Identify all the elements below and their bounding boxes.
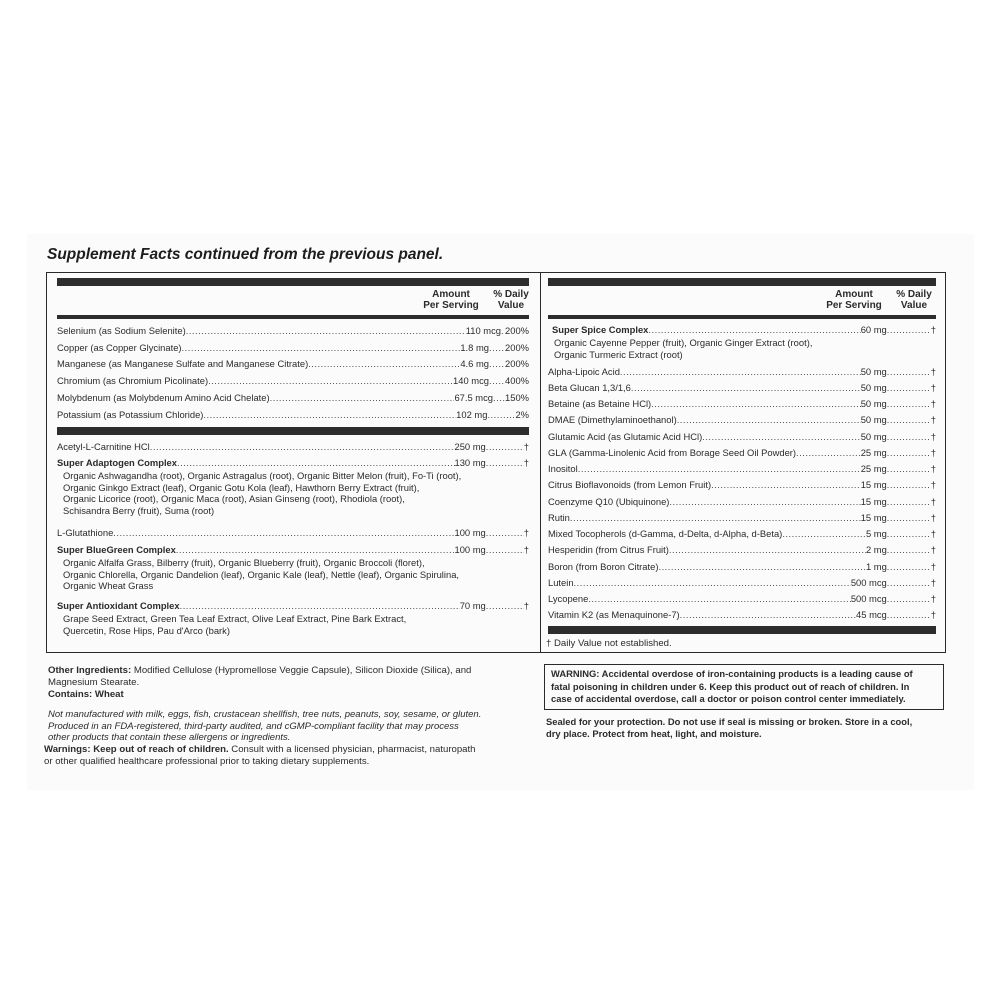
nutrient-dv: † <box>523 544 529 555</box>
nutrient-amount: 4.6 mg <box>460 358 490 369</box>
nutrient-dv: † <box>930 593 936 604</box>
nutrient-dv: † <box>930 463 936 474</box>
contains-allergen: Contains: Wheat <box>48 689 124 700</box>
nutrient-dv: † <box>930 512 936 523</box>
nutrient-dv: † <box>930 496 936 507</box>
nutrient-amount: 60 mg <box>860 324 887 335</box>
list-item <box>548 414 936 426</box>
nutrient-name: Mixed Tocopherols (d-Gamma, d-Delta, d-Alpha, d-Beta) <box>548 528 783 539</box>
nutrient-name: Acetyl-L-Carnitine HCl <box>57 441 150 452</box>
list-item <box>57 342 529 354</box>
nutrient-dv: † <box>930 528 936 539</box>
list-item <box>57 441 529 453</box>
nutrient-amount: 67.5 mcg <box>454 392 494 403</box>
nutrient-name: Inositol <box>548 463 578 474</box>
nutrient-dv: † <box>930 479 936 490</box>
header-dv-line2: Value <box>900 300 928 311</box>
nutrient-amount: 100 mg <box>454 527 486 538</box>
nutrient-name: DMAE (Dimethylaminoethanol) <box>548 414 677 425</box>
sub-line: Organic Wheat Grass <box>63 580 154 591</box>
storage-line: dry place. Protect from heat, light, and moisture. <box>546 728 762 739</box>
nutrient-name: Super Spice Complex <box>552 324 649 335</box>
nutrient-name: L-Glutathione <box>57 527 114 538</box>
list-item <box>548 593 936 605</box>
list-item <box>57 544 529 556</box>
warnings-text: Consult with a licensed physician, pharmacist, naturopath <box>231 744 476 755</box>
nutrient-dv: † <box>930 366 936 377</box>
nutrient-name: Lycopene <box>548 593 589 604</box>
nutrient-amount: 50 mg <box>860 431 887 442</box>
nutrient-dv: † <box>523 457 529 468</box>
nutrient-amount: 15 mg <box>860 479 887 490</box>
left-dv-header <box>488 289 534 311</box>
sub-line: Organic Turmeric Extract (root) <box>554 348 683 360</box>
panel-title: Supplement Facts continued from the previous panel. <box>47 246 444 263</box>
list-item <box>57 375 529 387</box>
nutrient-amount: 25 mg <box>860 447 887 458</box>
sub-line: Organic Cayenne Pepper (fruit), Organic Ginger Extract (root), <box>554 337 813 348</box>
complex-ingredients <box>63 613 406 636</box>
list-item <box>552 324 936 336</box>
nutrient-name: Citrus Bioflavonoids (from Lemon Fruit) <box>548 479 712 490</box>
list-item <box>57 457 529 469</box>
list-item <box>548 447 936 459</box>
list-item <box>57 600 529 612</box>
sub-line: Organic Ashwagandha (root), Organic Astragalus (root), Organic Bitter Melon (fruit), Fo-Ti (root), <box>63 470 462 481</box>
nutrient-amount: 110 mcg <box>465 325 502 336</box>
nutrient-name: Alpha-Lipoic Acid <box>548 366 620 377</box>
sub-line: Organic Ginkgo Extract (leaf), Organic Gotu Kola (leaf), Hawthorn Berry Extract (fruit), <box>63 481 420 493</box>
nutrient-name: Glutamic Acid (as Glutamic Acid HCl) <box>548 431 703 442</box>
list-item <box>548 431 936 443</box>
nutrient-amount: 102 mg <box>456 409 488 420</box>
complex-ingredients <box>63 470 461 516</box>
nutrient-amount: 50 mg <box>860 366 887 377</box>
iron-warning-box <box>544 664 944 710</box>
list-item <box>57 358 529 370</box>
nutrient-name: Manganese (as Manganese Sulfate and Manganese Citrate) <box>57 358 309 369</box>
nutrient-dv: 400% <box>505 375 529 386</box>
nutrient-amount: 50 mg <box>860 398 887 409</box>
sub-line: Grape Seed Extract, Green Tea Leaf Extract, Olive Leaf Extract, Pine Bark Extract, <box>63 613 407 624</box>
nutrient-amount: 1 mg <box>865 561 887 572</box>
iron-warning-line: fatal poisoning in children under 6. Keep this product out of reach of children. In <box>551 680 910 692</box>
nutrient-dv: † <box>930 447 936 458</box>
nutrient-amount: 500 mcg <box>850 593 887 604</box>
nutrient-dv: † <box>930 324 936 335</box>
list-item <box>57 527 529 539</box>
nutrient-amount: 2 mg <box>865 544 887 555</box>
header-amount-line1: Amount <box>835 289 873 300</box>
nutrient-dv: 200% <box>505 325 529 336</box>
column-divider <box>540 272 541 653</box>
nutrient-name: Coenzyme Q10 (Ubiquinone) <box>548 496 670 507</box>
sub-line: Organic Chlorella, Organic Dandelion (leaf), Organic Kale (leaf), Nettle (leaf), Organic Spirulina, <box>63 568 460 580</box>
header-amount-line2: Per Serving <box>423 300 479 311</box>
nutrient-dv: † <box>930 382 936 393</box>
list-item <box>548 496 936 508</box>
right-header-rule <box>548 315 936 319</box>
nutrient-amount: 25 mg <box>860 463 887 474</box>
header-dv-line2: Value <box>497 300 525 311</box>
nutrient-dv: 200% <box>505 342 529 353</box>
storage-line: Sealed for your protection. Do not use if seal is missing or broken. Store in a cool, <box>546 716 913 727</box>
left-header-rule <box>57 315 529 319</box>
nutrient-dv: † <box>930 398 936 409</box>
nutrient-amount: 100 mg <box>454 544 486 555</box>
nutrient-amount: 50 mg <box>860 414 887 425</box>
list-item <box>548 544 936 556</box>
nutrient-name: Hesperidin (from Citrus Fruit) <box>548 544 669 555</box>
allergen-statement <box>48 709 538 744</box>
nutrient-dv: † <box>930 544 936 555</box>
nutrient-amount: 140 mcg <box>453 375 490 386</box>
warnings-text: or other qualified healthcare professional prior to taking dietary supplements. <box>44 756 370 767</box>
nutrient-dv: † <box>930 609 936 620</box>
nutrient-dv: † <box>523 441 529 452</box>
nutrient-dv: † <box>523 600 529 611</box>
nutrient-name: Betaine (as Betaine HCl) <box>548 398 652 409</box>
sub-line: Schisandra Berry (fruit), Suma (root) <box>63 504 215 516</box>
header-dv-line1: % Daily <box>493 289 529 300</box>
nutrient-amount: 500 mcg <box>850 577 887 588</box>
complex-ingredients <box>554 337 812 360</box>
allergen-line: Produced in an FDA-registered, third-party audited, and cGMP-compliant facility that may process <box>48 720 459 732</box>
complex-ingredients <box>63 557 459 592</box>
sub-line: Organic Licorice (root), Organic Maca (root), Asian Ginseng (root), Rhodiola (root), <box>63 493 405 504</box>
allergen-line: Not manufactured with milk, eggs, fish, crustacean shellfish, tree nuts, peanuts, soy, sesame, or gluten. <box>48 709 482 720</box>
nutrient-dv: 200% <box>505 358 529 369</box>
header-amount-line1: Amount <box>432 289 470 300</box>
nutrient-amount: 15 mg <box>860 496 887 507</box>
nutrient-name: GLA (Gamma-Linolenic Acid from Borage Seed Oil Powder) <box>548 447 797 458</box>
list-item <box>548 561 936 573</box>
right-amount-header <box>820 289 888 311</box>
nutrient-amount: 1.8 mg <box>460 342 490 353</box>
nutrient-name: Boron (from Boron Citrate) <box>548 561 659 572</box>
nutrient-name: Super Adaptogen Complex <box>57 457 177 468</box>
header-dv-line1: % Daily <box>896 289 932 300</box>
allergen-line: other products that contain these allergens or ingredients. <box>48 732 291 743</box>
right-dv-header <box>890 289 938 311</box>
list-item <box>548 366 936 378</box>
iron-warning-line: WARNING: Accidental overdose of iron-containing products is a leading cause of <box>551 668 913 679</box>
nutrient-dv: 2% <box>515 409 529 420</box>
nutrient-dv: † <box>930 577 936 588</box>
other-ingredients-text: Modified Cellulose (Hypromellose Veggie Capsule), Silicon Dioxide (Silica), and <box>133 665 472 676</box>
nutrient-name: Potassium (as Potassium Chloride) <box>57 409 204 420</box>
nutrient-amount: 5 mg <box>865 528 887 539</box>
sub-line: Organic Alfalfa Grass, Bilberry (fruit), Organic Blueberry (fruit), Organic Broccoli (floret), <box>63 557 425 568</box>
nutrient-dv: † <box>930 414 936 425</box>
left-amount-header <box>418 289 484 311</box>
list-item <box>548 512 936 524</box>
nutrient-name: Lutein <box>548 577 574 588</box>
list-item <box>57 409 529 421</box>
nutrient-dv: † <box>930 561 936 572</box>
list-item <box>548 577 936 589</box>
nutrient-name: Rutin <box>548 512 570 523</box>
right-bottom-bar <box>548 626 936 634</box>
nutrient-amount: 250 mg <box>454 441 486 452</box>
iron-warning-line: case of accidental overdose, call a doctor or poison control center immediately. <box>551 693 906 704</box>
nutrient-name: Vitamin K2 (as Menaquinone-7) <box>548 609 680 620</box>
nutrient-amount: 15 mg <box>860 512 887 523</box>
list-item <box>548 528 936 540</box>
nutrient-amount: 50 mg <box>860 382 887 393</box>
other-ingredients <box>48 665 530 701</box>
left-section-bar <box>57 427 529 435</box>
list-item <box>548 382 936 394</box>
nutrient-name: Chromium (as Chromium Picolinate) <box>57 375 209 386</box>
other-ingredients-text: Magnesium Stearate. <box>48 677 140 688</box>
list-item <box>57 325 529 337</box>
list-item <box>548 609 936 621</box>
list-item <box>548 479 936 491</box>
sub-line: Quercetin, Rose Hips, Pau d'Arco (bark) <box>63 624 230 636</box>
nutrient-dv: 150% <box>505 392 529 403</box>
other-ingredients-label: Other Ingredients: <box>48 665 132 676</box>
list-item <box>548 463 936 475</box>
nutrient-name: Super BlueGreen Complex <box>57 544 176 555</box>
list-item <box>548 398 936 410</box>
right-top-bar <box>548 278 936 286</box>
nutrient-amount: 70 mg <box>459 600 486 611</box>
nutrient-dv: † <box>523 527 529 538</box>
dv-footnote: † Daily Value not established. <box>546 638 672 649</box>
nutrient-name: Copper (as Copper Glycinate) <box>57 342 182 353</box>
header-amount-line2: Per Serving <box>826 300 882 311</box>
storage-statement <box>546 716 946 740</box>
nutrient-name: Selenium (as Sodium Selenite) <box>57 325 186 336</box>
nutrient-name: Beta Glucan 1,3/1,6 <box>548 382 631 393</box>
nutrient-amount: 45 mcg <box>856 609 887 620</box>
warnings <box>44 744 534 768</box>
list-item <box>57 392 529 404</box>
nutrient-name: Molybdenum (as Molybdenum Amino Acid Chelate) <box>57 392 270 403</box>
nutrient-name: Super Antioxidant Complex <box>57 600 180 611</box>
warnings-label: Warnings: Keep out of reach of children. <box>44 744 229 755</box>
left-top-bar <box>57 278 529 286</box>
nutrient-dv: † <box>930 431 936 442</box>
nutrient-amount: 130 mg <box>454 457 486 468</box>
